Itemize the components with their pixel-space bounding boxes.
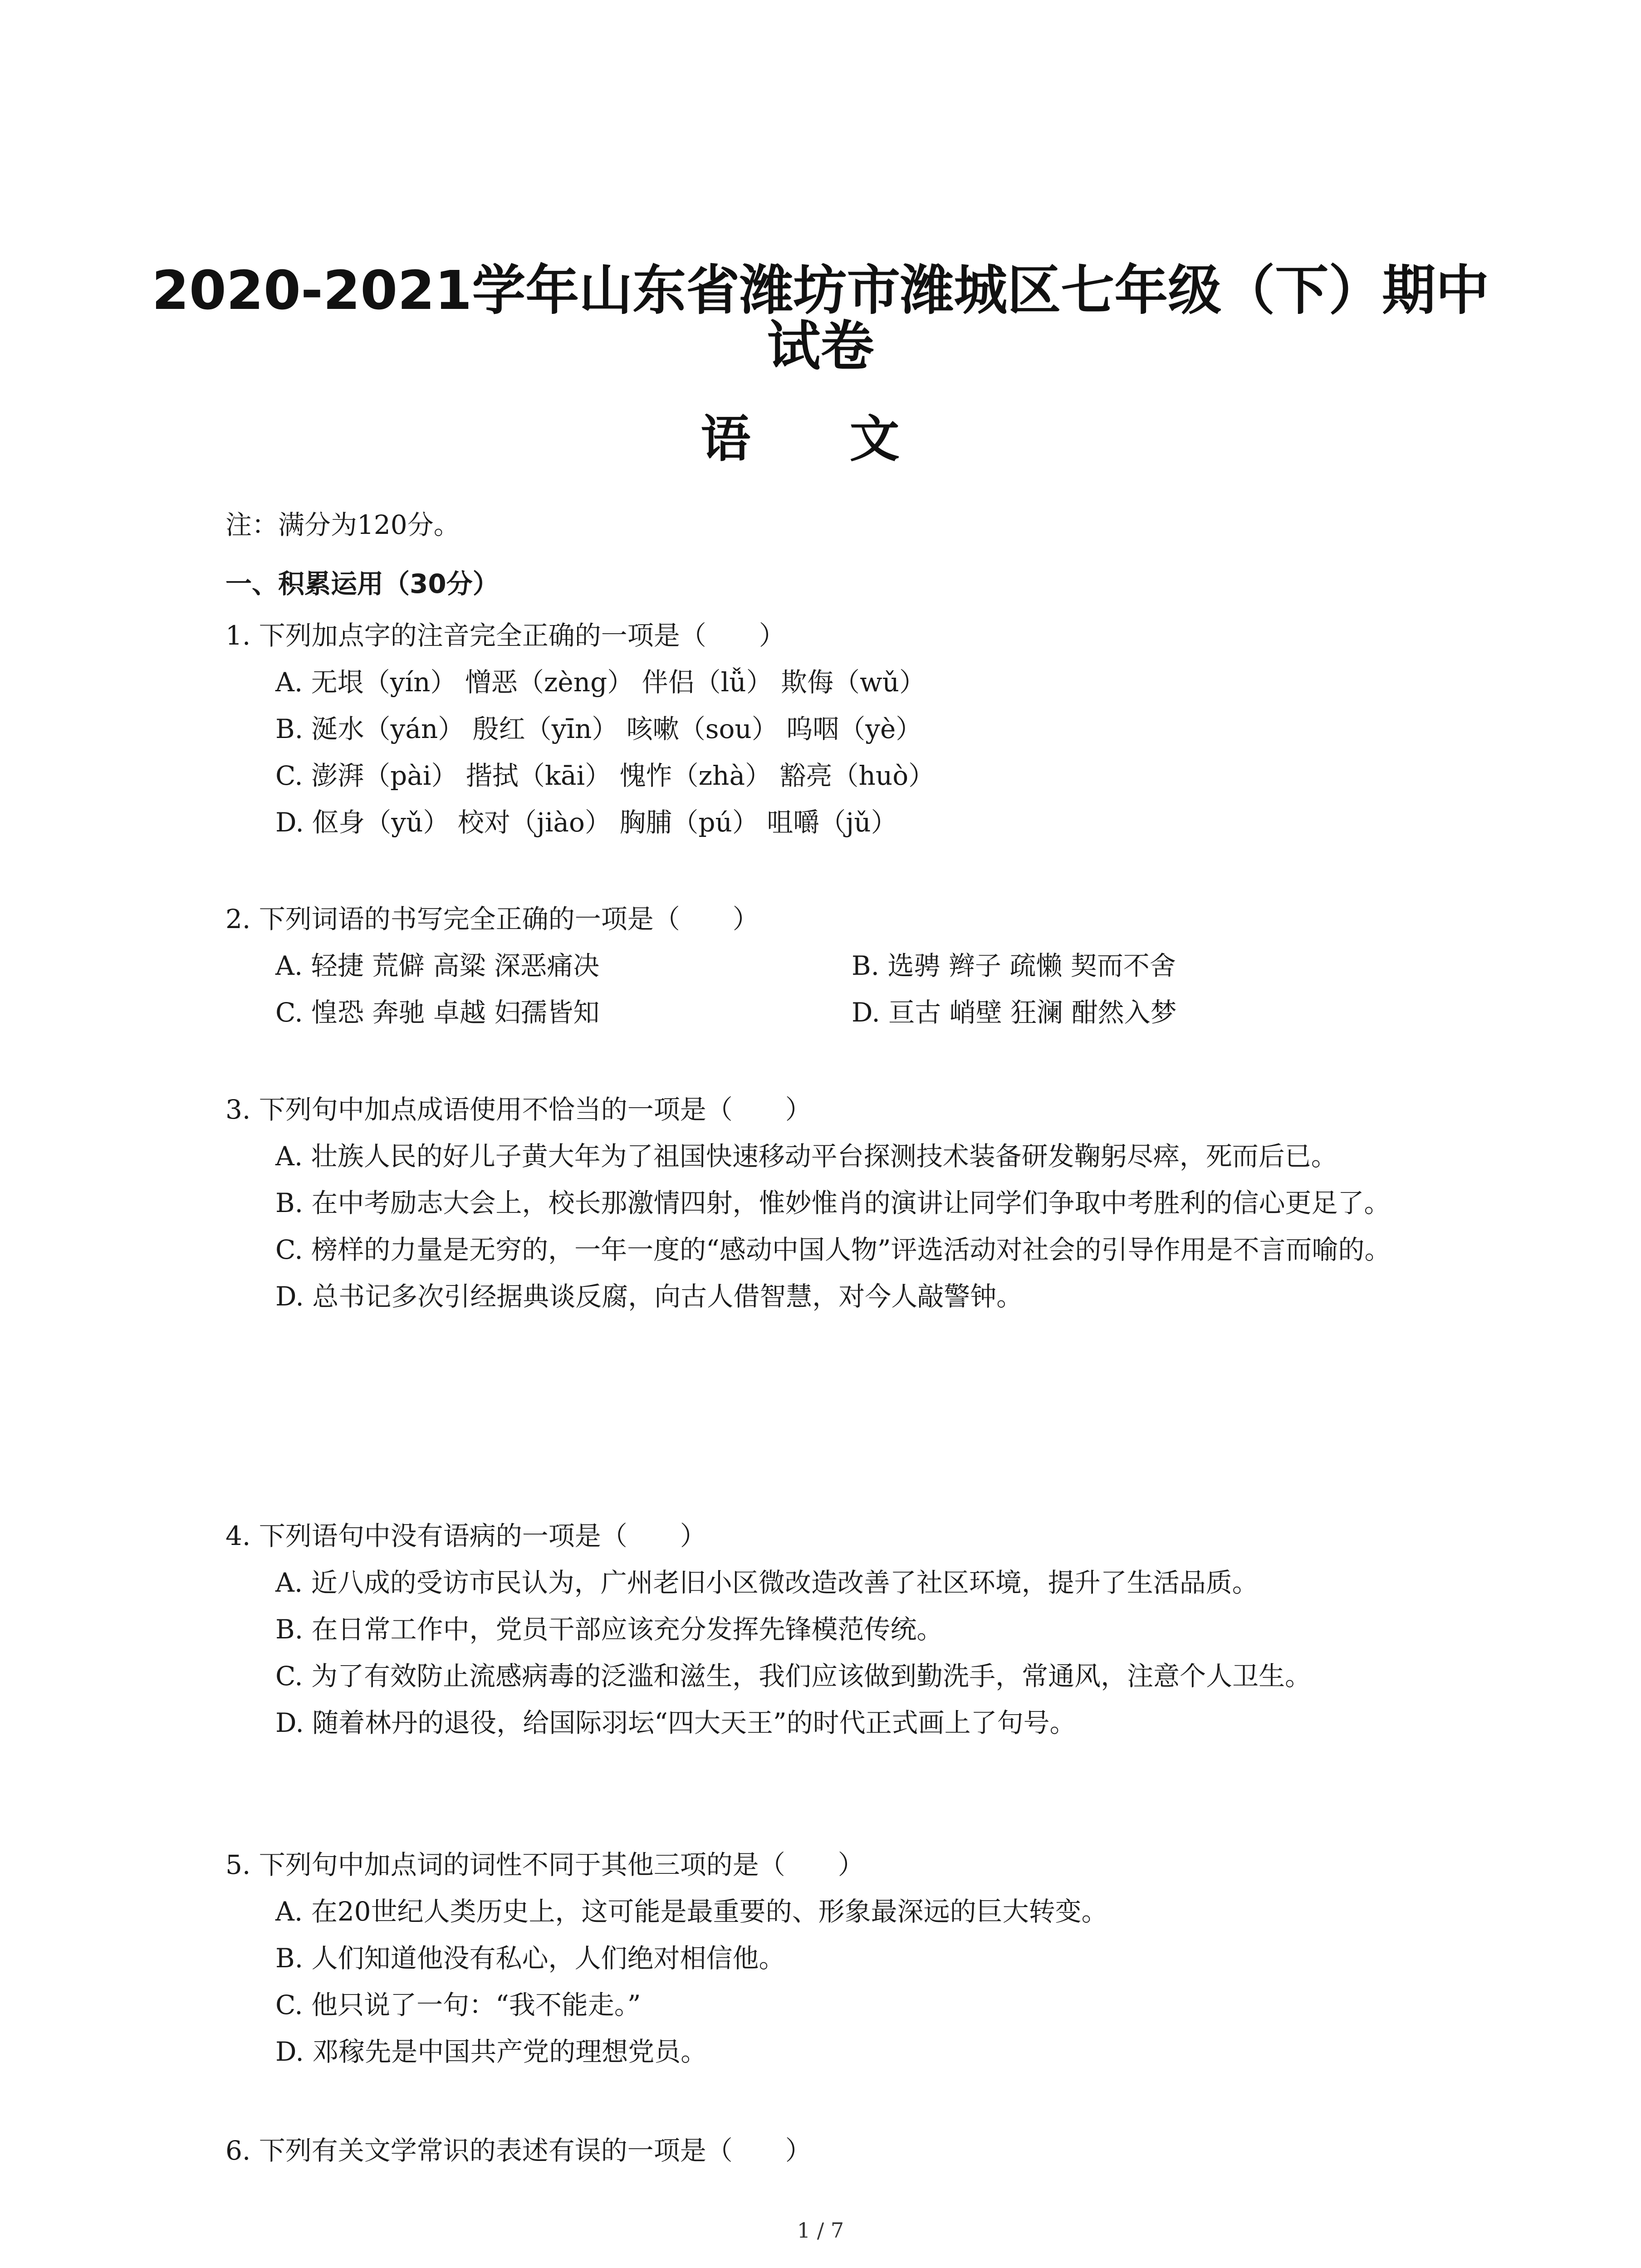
question-6	[225, 2127, 1432, 2174]
question-stem: 2. 下列词语的书写完全正确的一项是（ ）	[225, 904, 759, 934]
question-5	[225, 1842, 1432, 2075]
option-b: B. 人们知道他没有私心，人们绝对相信他。	[275, 1943, 785, 1974]
question-stem: 5. 下列句中加点词的词性不同于其他三项的是（ ）	[225, 1849, 864, 1880]
option-c: C. 他只说了一句：“我不能走。”	[275, 1989, 641, 2020]
question-stem: 1. 下列加点字的注音完全正确的一项是（ ）	[225, 620, 785, 651]
question-stem: 4. 下列语句中没有语病的一项是（ ）	[225, 1520, 706, 1551]
question-3	[225, 1086, 1432, 1320]
question-1	[225, 612, 1432, 846]
option-b: B. 选骋 辫子 疏懒 契而不舍	[852, 950, 1176, 981]
option-a: A. 轻捷 荒僻 高粱 深恶痛决	[275, 950, 600, 981]
option-b: B. 在日常工作中，党员干部应该充分发挥先锋模范传统。	[275, 1614, 943, 1645]
option-c: C. 澎湃（pài） 揩拭（kāi） 愧怍（zhà） 豁亮（huò）	[275, 760, 935, 791]
option-b: B. 涎水（yán） 殷红（yīn） 咳嗽（sou） 呜咽（yè）	[275, 714, 922, 744]
option-a: A. 近八成的受访市民认为，广州老旧小区微改造改善了社区环境，提升了生活品质。	[275, 1567, 1259, 1598]
question-2	[225, 896, 1432, 1036]
option-a: A. 无垠（yín） 憎恶（zèng） 伴侣（lǚ） 欺侮（wǔ）	[275, 667, 926, 698]
option-d: D. 邓稼先是中国共产党的理想党员。	[275, 2036, 707, 2067]
option-d: D. 亘古 峭壁 狂澜 酣然入梦	[852, 997, 1177, 1028]
option-c: C. 榜样的力量是无穷的，一年一度的“感动中国人物”评选活动对社会的引导作用是不言而喻的。	[275, 1234, 1391, 1265]
option-c: C. 为了有效防止流感病毒的泛滥和滋生，我们应该做到勤洗手，常通风，注意个人卫生。	[275, 1661, 1312, 1691]
option-b: B. 在中考励志大会上，校长那激情四射，惟妙惟肖的演讲让同学们争取中考胜利的信心更足了。	[275, 1188, 1391, 1218]
question-4	[225, 1513, 1432, 1746]
option-d: D. 总书记多次引经据典谈反腐，向古人借智慧，对今人敲警钟。	[275, 1281, 1023, 1312]
question-stem: 3. 下列句中加点成语使用不恰当的一项是（ ）	[225, 1094, 812, 1125]
option-a: A. 壮族人民的好儿子黄大年为了祖国快速移动平台探测技术装备研发鞠躬尽瘁，死而后已。	[275, 1141, 1337, 1172]
question-stem: 6. 下列有关文学常识的表述有误的一项是（ ）	[225, 2135, 812, 2166]
option-a: A. 在20世纪人类历史上，这可能是最重要的、形象最深远的巨大转变。	[275, 1896, 1108, 1927]
exam-title-line-1: 2020-2021学年山东省潍坊市潍城区七年级（下）期中	[152, 259, 1489, 322]
option-d: D. 随着林丹的退役，给国际羽坛“四大天王”的时代正式画上了句号。	[275, 1707, 1076, 1738]
page-number: 1 / 7	[797, 2218, 844, 2243]
section-heading: 一、积累运用（30分）	[225, 568, 499, 599]
option-c: C. 惶恐 奔驰 卓越 妇孺皆知	[275, 997, 600, 1028]
option-d: D. 伛身（yǔ） 校对（jiào） 胸脯（pú） 咀嚼（jǔ）	[275, 807, 897, 838]
options-grid	[225, 943, 1432, 1036]
exam-title-line-2: 试卷	[767, 315, 874, 377]
score-note: 注：满分为120分。	[225, 509, 460, 540]
subject-heading: 语 文	[700, 410, 941, 468]
